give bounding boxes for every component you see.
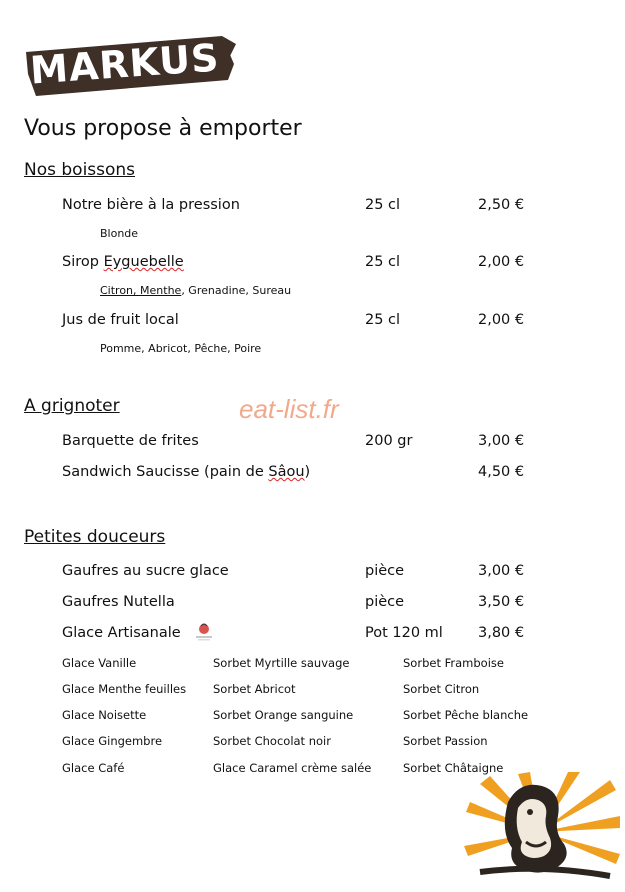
flavor-item: Glace Café [62,761,125,775]
item-size: 25 cl [365,197,401,213]
page-headline: Vous propose à emporter [24,116,302,141]
flavor-item: Glace Caramel crème salée [213,761,372,775]
section-title-boissons: Nos boissons [24,160,136,180]
flavor-item: Sorbet Orange sanguine [213,708,354,722]
flavor-item: Glace Gingembre [62,734,163,748]
section-title-grignoter: A grignoter [24,396,120,416]
item-name: Gaufres Nutella [62,594,175,610]
item-name-part: ) [304,464,311,480]
item-price: 3,00 € [478,563,525,579]
item-size: pièce [365,594,405,610]
flavor-item: Glace Menthe feuilles [62,682,187,696]
logo-text: MARKUS [28,35,221,93]
item-detail: Blonde [100,227,139,240]
item-size: Pot 120 ml [365,625,443,641]
item-name [62,464,310,480]
item-name-part: Sirop [62,254,104,270]
flavor-item: Glace Vanille [62,656,137,670]
item-detail-rest: , Grenadine, Sureau [181,284,292,297]
item-price: 2,00 € [478,312,525,328]
section-title-douceurs: Petites douceurs [24,527,166,547]
item-name: Notre bière à la pression [62,197,240,213]
flavor-item: Glace Noisette [62,708,147,722]
item-price: 3,50 € [478,594,525,610]
item-name [62,254,184,270]
item-name-place: Sâou [268,464,305,480]
item-detail-part: Citron, Menthe [100,284,182,297]
item-price: 2,00 € [478,254,525,270]
flavor-item: Sorbet Pêche blanche [403,708,529,722]
flavor-item: Sorbet Passion [403,734,488,748]
item-price: 4,50 € [478,464,525,480]
flavor-item: Sorbet Myrtille sauvage [213,656,350,670]
watermark: eat-list.fr [239,394,339,424]
item-price: 3,00 € [478,433,525,449]
flavor-item: Sorbet Abricot [213,682,296,696]
item-name: Gaufres au sucre glace [62,563,229,579]
item-size: 25 cl [365,254,401,270]
flavor-item: Sorbet Chocolat noir [213,734,331,748]
item-name: Glace Artisanale [62,625,181,641]
item-name-part: Sandwich Saucisse (pain de [62,464,269,480]
ice-cream-maker-badge-icon [192,620,216,644]
item-detail [100,284,291,297]
flavor-item: Sorbet Châtaigne [403,761,504,775]
item-size: 200 gr [365,433,413,449]
item-size: 25 cl [365,312,401,328]
item-detail: Pomme, Abricot, Pêche, Poire [100,342,262,355]
flavor-item: Sorbet Citron [403,682,480,696]
flavor-item: Sorbet Framboise [403,656,504,670]
item-name-brand: Eyguebelle [103,254,184,270]
item-name: Barquette de frites [62,433,199,449]
item-price: 2,50 € [478,197,525,213]
item-size: pièce [365,563,405,579]
item-name: Jus de fruit local [62,312,179,328]
mascot-sun-icon [460,772,620,884]
item-price: 3,80 € [478,625,525,641]
